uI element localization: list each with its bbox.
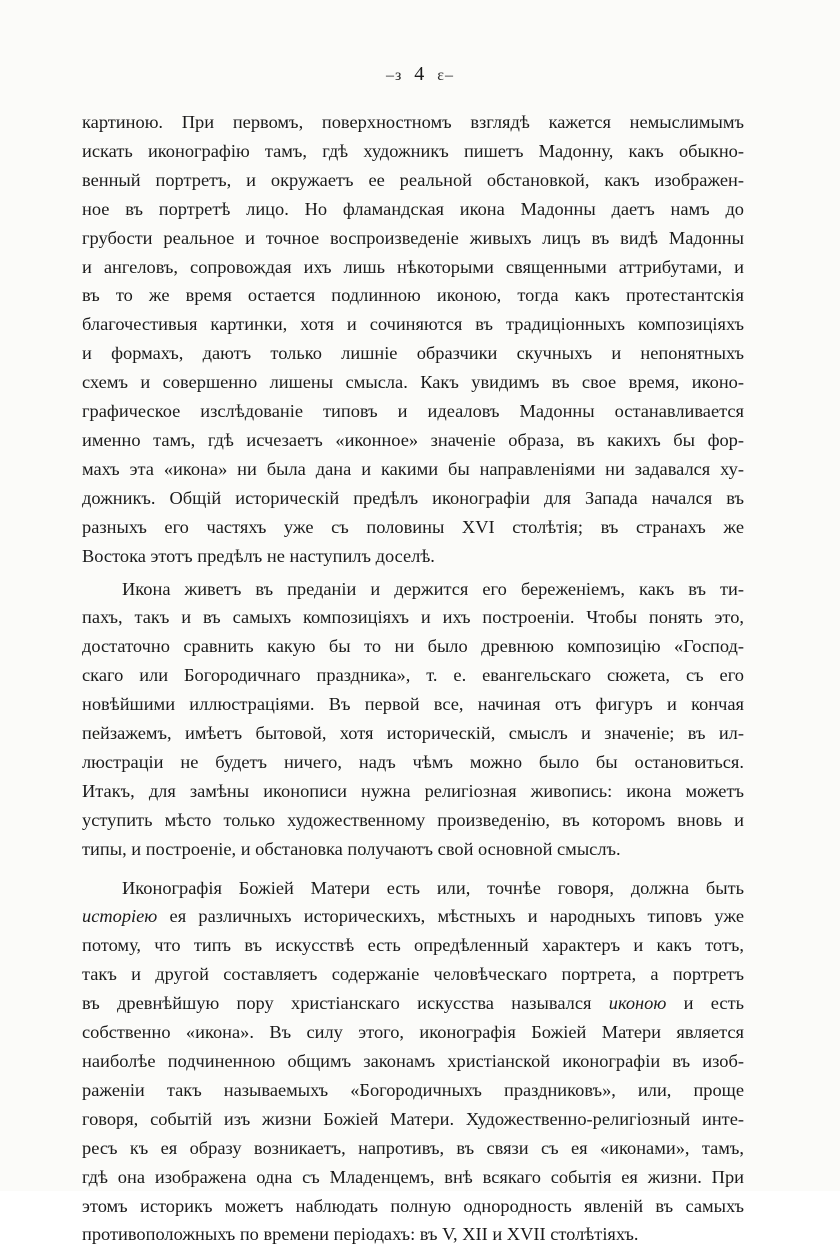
text-line: Икона живетъ въ преданіи и держится его береженіемъ, какъ въ ти- — [122, 578, 744, 599]
page-number: 4 — [414, 63, 426, 85]
text-line: искать иконографію тамъ, гдѣ художникъ пишетъ Мадонну, какъ обыкно- — [82, 140, 744, 161]
text-line — [82, 1018, 744, 1047]
text-run: въ древнѣйшую пору христіанскаго искусства назывался — [82, 993, 609, 1014]
text-line — [82, 989, 744, 1018]
text-line — [82, 960, 744, 989]
text-run: ея различныхъ историческихъ, мѣстныхъ и народныхъ типовъ уже — [157, 906, 744, 927]
text-line — [82, 1134, 744, 1163]
text-run: говоря, событій изъ жизни Божіей Матери. Художественно-религіозный инте- — [82, 1108, 744, 1129]
text-line: типы, и построеніе, и обстановка получаютъ свой основной смыслъ. — [82, 838, 621, 859]
text-line: уступить мѣсто только художественному произведенію, въ которомъ вновь и — [82, 809, 744, 830]
paragraph-1 — [82, 108, 744, 571]
text-run: раженіи такъ называемыхъ «Богородичныхъ праздниковъ», или, проще — [82, 1079, 744, 1100]
text-line — [82, 1076, 744, 1105]
text-line: пахъ, такъ и въ самыхъ композиціяхъ и ихъ построеніи. Чтобы понять это, — [82, 607, 744, 628]
text-run: гдѣ она изображена одна съ Младенцемъ, внѣ всякаго событія ея жизни. При — [82, 1166, 744, 1187]
text-line: и ангеловъ, сопровождая ихъ лишь нѣкоторыми священными аттрибутами, и — [82, 256, 744, 277]
text-line: Востока этотъ предѣлъ не наступилъ доселѣ. — [82, 545, 435, 566]
text-run: Иконографія Божіей Матери есть или, точнѣе говоря, должна быть — [122, 877, 744, 898]
italic-word: иконою — [608, 993, 667, 1014]
text-line — [82, 1163, 744, 1192]
text-line: въ то же время остается подлинною иконою, тогда какъ протестантскія — [82, 285, 744, 306]
page-header — [0, 62, 840, 88]
text-line: графическое изслѣдованіе типовъ и идеаловъ Мадонны останавливается — [82, 401, 744, 422]
text-line: благочестивыя картинки, хотя и сочиняются въ традиціонныхъ композиціяхъ — [82, 314, 744, 335]
text-line: люстраціи не будетъ ничего, надъ чѣмъ можно было бы остановиться. — [82, 751, 744, 772]
text-line: схемъ и совершенно лишены смысла. Какъ увидимъ въ свое время, иконо- — [82, 372, 744, 393]
text-line: и формахъ, даютъ только лишніе образчики скучныхъ и непонятныхъ — [82, 343, 744, 364]
italic-word: исторіею — [82, 906, 158, 927]
text-run: наиболѣе подчиненною общимъ законамъ христіанской иконографіи въ изоб- — [82, 1051, 744, 1071]
text-line — [82, 1105, 744, 1134]
text-line: новѣйшими иллюстраціями. Въ первой все, начиная отъ фигуръ и кончая — [82, 694, 744, 715]
text-line — [82, 1192, 744, 1221]
text-line: махъ эта «икона» ни была дана и какими бы направленіями ни задавался ху- — [82, 458, 744, 479]
paragraph-2 — [82, 575, 744, 864]
text-line: Итакъ, для замѣны иконописи нужна религіозная живопись: икона можетъ — [82, 780, 744, 801]
text-run: и есть — [666, 993, 744, 1014]
text-line — [82, 1220, 744, 1249]
text-line — [82, 931, 744, 960]
text-run: ресъ къ ея образу возникаетъ, напротивъ, въ связи съ ея «иконами», тамъ, — [82, 1137, 744, 1158]
text-run: собственно «икона». Въ силу этого, иконографія Божіей Матери является — [82, 1022, 744, 1043]
paragraph-3 — [82, 874, 744, 1249]
text-run: такъ и другой составляетъ содержаніе человѣческаго портрета, а портретъ — [82, 964, 744, 985]
text-line: грубости реальное и точное воспроизведеніе живыхъ лицъ въ видѣ Мадонны — [82, 227, 744, 248]
text-line: скаго или Богородичнаго праздника», т. е. евангельскаго сюжета, съ его — [82, 665, 744, 686]
text-line — [82, 902, 744, 931]
text-run: противоположныхъ по времени періодахъ: въ V, XII и XVII столѣтіяхъ. — [82, 1224, 639, 1245]
text-line: достаточно сравнить какую бы то ни было древнюю композицію «Господ- — [82, 636, 744, 657]
text-line — [82, 874, 744, 903]
text-line: разныхъ его частяхъ уже съ половины XVI столѣтія; въ странахъ же — [82, 516, 744, 537]
text-line — [82, 1047, 744, 1076]
text-run: потому, что типъ въ искусствѣ есть опредѣленный характеръ и какъ тотъ, — [82, 935, 744, 956]
text-line: венный портретъ, и окружаетъ ее реальной обстановкой, какъ изображен- — [82, 169, 744, 190]
text-line: пейзажемъ, имѣетъ бытовой, хотя историческій, смыслъ и значеніе; въ ил- — [82, 723, 744, 744]
text-line: картиною. При первомъ, поверхностномъ взглядѣ кажется немыслимымъ — [82, 112, 744, 132]
ornament-right: ε– — [437, 67, 455, 84]
text-run: этомъ историкъ можетъ наблюдать полную однородность явленій въ самыхъ — [82, 1195, 744, 1216]
text-line: ное въ портретѣ лицо. Но фламандская икона Мадонны даетъ намъ до — [82, 198, 744, 219]
text-line: дожникъ. Общій историческій предѣлъ иконографіи для Запада начался въ — [82, 487, 744, 508]
body-text — [82, 108, 744, 1249]
ornament-left: –з — [385, 67, 403, 84]
text-line: именно тамъ, гдѣ исчезаетъ «иконное» значеніе образа, въ какихъ бы фор- — [82, 429, 744, 450]
